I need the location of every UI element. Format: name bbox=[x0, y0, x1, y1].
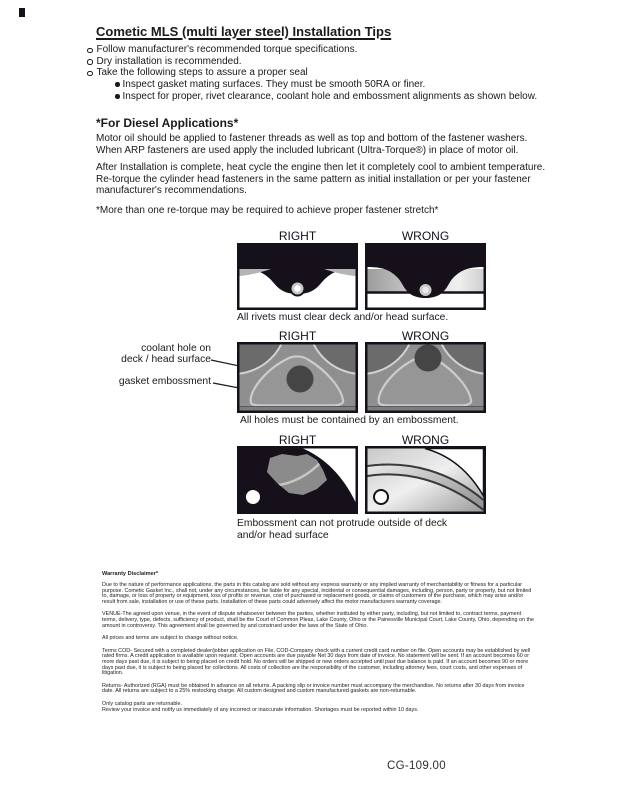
legal-paragraph: Returns- Authorized (RGA) must be obtained in advance on all returns. A packing slip or invoice number must accompany the merchandise. No returns after 30 days from invoice date. All returns are subject to a 25% restocking charge. All custom designed and custom manufactured gaskets are non-returnable. bbox=[102, 682, 525, 695]
print-registration-mark bbox=[19, 8, 25, 17]
diagram-rivet-wrong bbox=[365, 243, 486, 310]
coolant-hole-icon bbox=[287, 366, 314, 393]
bolt-hole-icon bbox=[374, 490, 388, 504]
coolant-hole-annotation: coolant hole on deck / head surface bbox=[121, 343, 211, 365]
tip-text: Follow manufacturer's recommended torque specifications. bbox=[96, 44, 358, 55]
coolant-hole-icon bbox=[415, 345, 442, 372]
circle-bullet-icon bbox=[87, 71, 93, 77]
legal-paragraph: All prices and terms are subject to change without notice. bbox=[102, 635, 239, 642]
gasket-embossment-annotation: gasket embossment bbox=[118, 376, 211, 387]
right-label: RIGHT bbox=[278, 433, 317, 447]
legal-paragraph: Due to the nature of performance applications, the parts in this catalog are sold without any express warranty or any implied warranty of merchantability or fitness for a particular purpose. Cometic Gasket Inc., shall not, under any circumstances, be liable for any special, incidental or consequential damages, including, person, party or property, but not limited to, damage, or loss of property or equipment, loss of profits or revenue, cost of purchased or replacement goods, or claims of customers of the purchase, which may arise and/or result from sale, installation or use of these parts. Installation of these parts could adversely affect the motor manufacturers warranty coverage. bbox=[102, 582, 532, 605]
circle-bullet-icon bbox=[87, 59, 93, 65]
installation-tips-list bbox=[87, 44, 547, 103]
diagram-embossment-wrong bbox=[365, 342, 486, 413]
retorque-note: *More than one re-torque may be required to achieve proper fastener stretch* bbox=[96, 205, 439, 216]
diagram-deck-right bbox=[237, 446, 358, 514]
tip-text: Dry installation is recommended. bbox=[96, 55, 242, 67]
diesel-paragraph-2: After Installation is complete, heat cycle the engine then let it completely cool to ambient temperature. Re-torque the cylinder head fasteners in the same pattern as initial installation or per your fastener manufacturer's recommendations. bbox=[96, 162, 546, 197]
dot-bullet-icon bbox=[115, 82, 120, 87]
wrong-label: WRONG bbox=[401, 229, 450, 243]
legal-paragraph: Terms COD- Secured with a completed dealer/jobber application on File, COD-Company check with a current credit card number on file. Open accounts may be established by well rated firms. A credit application is available upon request. Open accounts are due payable Net 30 days from date of invoice. No statement will be sent. If an account becomes 60 or more days past due, it is subject to being placed on credit hold. No orders will be shipped or new orders accepted until past due balance is paid. If an account becomes 90 or more days past due, it is subject to being placed for collections. All costs of collection are the responsibility of the customer, including attorney fees, court costs, and other expenses of litigation. bbox=[102, 647, 531, 677]
bolt-hole-icon bbox=[246, 490, 260, 504]
wrong-label: WRONG bbox=[401, 329, 450, 343]
tip-text: Inspect gasket mating surfaces. They must be smooth 50RA or finer. bbox=[122, 79, 426, 91]
legal-fine-print bbox=[102, 571, 536, 713]
embossment-caption: All holes must be contained by an embossment. bbox=[240, 415, 459, 426]
diagram-deck-wrong bbox=[365, 446, 486, 514]
deck-caption: Embossment can not protrude outside of deck and/or head surface bbox=[237, 518, 448, 541]
legal-closing-line: Review your invoice and notify us immediately of any incorrect or inaccurate information. Shortages must be reported within 10 days. bbox=[102, 706, 419, 713]
diesel-section-heading: *For Diesel Applications* bbox=[96, 116, 239, 130]
right-label: RIGHT bbox=[278, 229, 317, 243]
list-item bbox=[87, 56, 547, 68]
diagram-embossment-right bbox=[237, 342, 358, 413]
diagram-rivet-right bbox=[237, 243, 358, 310]
list-item bbox=[115, 91, 547, 103]
rivet-caption: All rivets must clear deck and/or head surface. bbox=[237, 312, 449, 323]
page-title: Cometic MLS (multi layer steel) Installation Tips bbox=[96, 24, 392, 39]
wrong-label: WRONG bbox=[401, 433, 450, 447]
list-item bbox=[115, 79, 547, 91]
diesel-paragraph-1: Motor oil should be applied to fastener threads as well as top and bottom of the fastener washers. When ARP fasteners are used apply the included lubricant (Ultra-Torque®) in place of motor oil. bbox=[96, 133, 528, 156]
tip-text: Take the following steps to assure a proper seal bbox=[96, 67, 308, 79]
right-label: RIGHT bbox=[278, 329, 317, 343]
legal-closing-line: Only catalog parts are returnable. bbox=[102, 700, 183, 707]
dot-bullet-icon bbox=[115, 94, 120, 99]
tip-text: Inspect for proper, rivet clearance, coolant hole and embossment alignments as shown below. bbox=[122, 90, 538, 102]
circle-bullet-icon bbox=[87, 48, 93, 54]
page-code: CG-109.00 bbox=[387, 760, 446, 772]
list-item bbox=[87, 67, 547, 79]
legal-paragraph: VENUE-The agreed upon venue, in the event of dispute whatsoever between the parties, whether instituted by either party, including, but not limited to, contract terms, payment terms, delivery, type, defects, sufficiency of product, shall be the Court of Common Pleas, Lake County, Ohio or the Painesville Municipal Court, Lake County, Ohio, depending on the amount in controversy. This agreement shall be governed by and construed under the laws of the State of Ohio. bbox=[102, 611, 534, 629]
warranty-disclaimer-heading: Warranty Disclaimer* bbox=[102, 571, 159, 577]
list-item bbox=[87, 44, 547, 56]
